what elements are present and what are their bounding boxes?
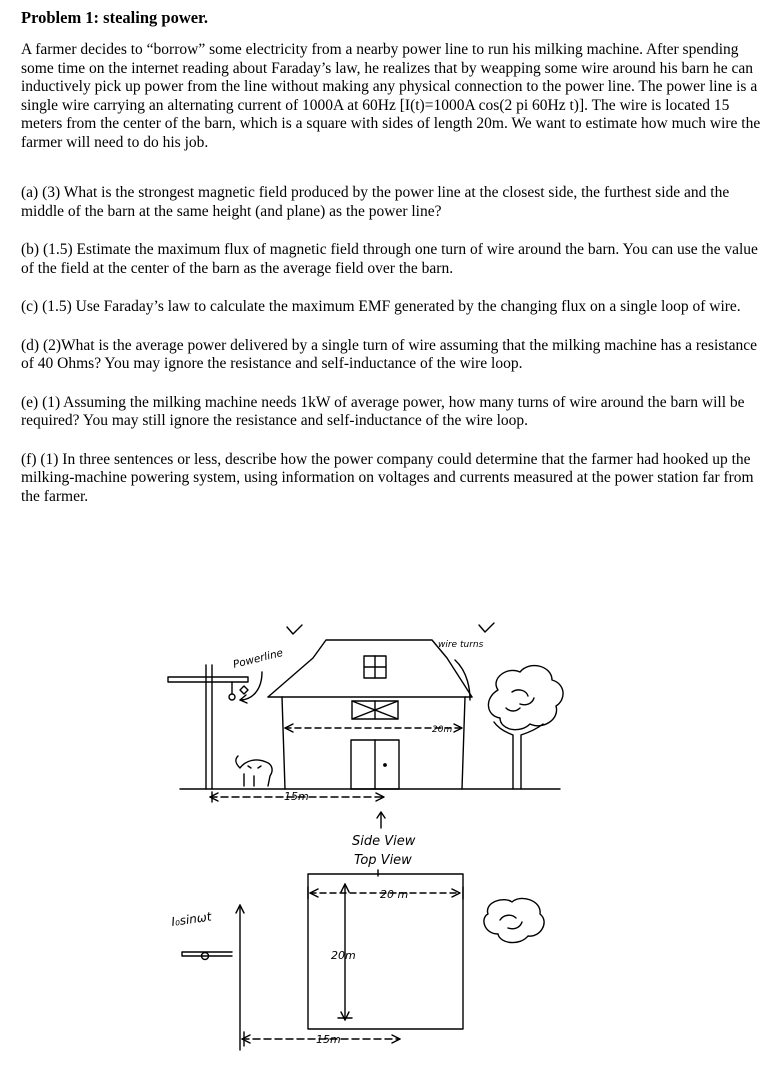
wire-turns-label: wire turns (438, 640, 484, 650)
question-f: (f) (1) In three sentences or less, describe how the power company could determine that the farmer had hooked up the milking-machine powering system, using information on voltages and currents measured at the power station far from the farmer. (21, 450, 754, 505)
wire-turns-pointer (455, 660, 470, 700)
tree-top-view (484, 898, 544, 942)
question-d: (d) (2)What is the average power delivered by a single turn of wire assuming that the milking machine has a resistance of 40 Ohms? You may ignore the resistance and self-inductance of the wire loop. (21, 336, 758, 372)
question-e: (e) (1) Assuming the milking machine needs 1kW of average power, how many turns of wire around the barn will be required? You may still ignore the resistance and self-inductance of the wire loop. (21, 393, 745, 429)
top-depth-label: 20m (331, 949, 356, 962)
powerline-pointer (240, 672, 262, 700)
cow-drawing (236, 756, 272, 786)
current-label: I₀sinωt (170, 909, 213, 929)
check-mark-left (287, 625, 302, 634)
problem-title: Problem 1: stealing power. (21, 8, 208, 27)
question-c: (c) (1.5) Use Faraday’s law to calculate the maximum EMF generated by the changing flux on a single loop of wire. (21, 298, 741, 315)
side-view-caption: Side View (352, 834, 416, 849)
distance-label-side: 15m (284, 790, 309, 803)
check-mark-right (479, 623, 494, 632)
utility-pole (168, 665, 248, 789)
problem-intro: A farmer decides to “borrow” some electricity from a nearby power line to run his milking machine. After spending some time on the internet reading about Faraday’s law, he realizes that by weapping some wire around his barn he can inductively pick up power from the line without making any physical connection to the power line. The power line is a single wire carrying an alternating current of 1000A at 60Hz [I(t)=1000A cos(2 pi 60Hz t)]. The wire is located 15 meters from the center of the barn, which is a square with sides of length 20m. We want to estimate how much wire the farmer will need to do his job. (21, 41, 761, 151)
problem-page (21, 8, 761, 526)
top-view-caption: Top View (354, 853, 412, 868)
powerline-label: Powerline (231, 646, 285, 671)
powerline-wire-top (182, 952, 232, 956)
question-b: (b) (1.5) Estimate the maximum flux of magnetic field through one turn of wire around the barn. You can use the value of the field at the center of the barn as the average field over the barn. (21, 241, 758, 277)
tree-drawing (488, 666, 563, 789)
top-width-label: 20 m (380, 888, 409, 901)
barn-side-view (268, 640, 472, 789)
top-distance-label: 15m (316, 1033, 341, 1046)
question-a: (a) (3) What is the strongest magnetic field produced by the power line at the closest side, the furthest side and the middle of the barn at the same height (and plane) as the power line? (21, 184, 730, 220)
barn-width-label: 20m (432, 725, 453, 735)
barn-top-view (308, 874, 463, 1029)
